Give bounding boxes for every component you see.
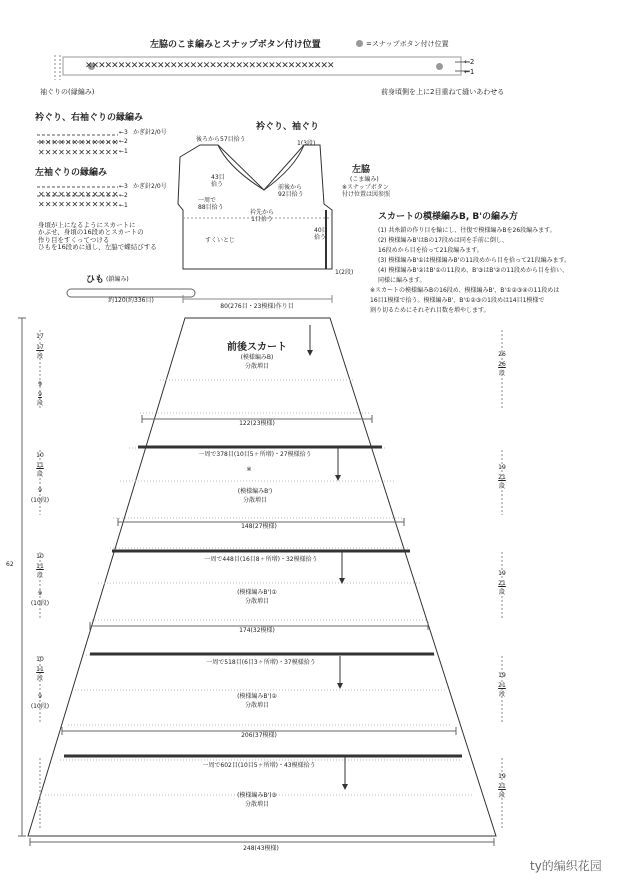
dim-value: 26 (498, 351, 506, 358)
dim-value: 19 (498, 464, 506, 471)
cord-length: 約120(約336目) (108, 297, 154, 304)
dim-rows: 21 (498, 783, 506, 790)
snap-dot (436, 63, 443, 70)
dim-value: 10 (36, 656, 44, 663)
snap-title: 左脇のこま編みとスナップボタン付け位置 (150, 40, 321, 50)
left-side-sub: (こま編み) (350, 176, 379, 183)
bodice-edge-title: 衿ぐり、袖ぐり (256, 122, 320, 132)
width-1: 122(23模様) (239, 420, 275, 427)
snap-legend-dot (356, 40, 363, 47)
dim-unit: 段 (36, 400, 44, 407)
width-4: 206(37模様) (241, 732, 277, 739)
width-2: 148(27模様) (241, 523, 277, 530)
dim-rows: 17 (36, 344, 44, 351)
skirt-title: 前後スカート (227, 342, 287, 353)
overlap-note: 前身頃側を上に2目重ねて縫いあわせる (381, 88, 505, 96)
total-length: 62 (6, 561, 14, 568)
front-side-pick: 前後から 92目拾う (278, 184, 304, 198)
tier2-name: (模様編みB')① (237, 589, 277, 596)
method-line: (1) 共糸鎖の作り目を輪にし、往復で模様編みBを26段編みます。 (378, 227, 556, 234)
dim-unit: 段 (36, 353, 44, 360)
dim-unit: 段 (36, 675, 44, 682)
dim-rows: 26 (498, 361, 506, 368)
scoop-seam: すくいとじ (205, 237, 236, 244)
dim-rows: (10段) (30, 600, 50, 607)
snap-legend: =スナップボタン付け位置 (366, 40, 449, 48)
dim-value: 9 (38, 487, 42, 494)
armhole-stitch-row: ✕✕✕✕✕✕✕✕✕✕✕✕ (38, 200, 119, 209)
pick-4: 一周で602目(10目5ヶ所増)・43模様拾う (202, 762, 316, 769)
dim-unit: 段 (498, 483, 506, 490)
neck-stitch-row: ✕✕✕✕✕✕✕✕✕✕✕✕ (38, 138, 119, 147)
pick-3: 一周で518目(6目3ヶ所増)・37模様拾う (206, 659, 316, 666)
dim-rows: (10段) (30, 703, 50, 710)
dim-rows: 9 (38, 391, 42, 398)
tier4-sub: 分散増目 (244, 801, 270, 808)
dim-rows: 21 (498, 682, 506, 689)
method-line: 16段めから目を拾って21段編みます。 (378, 247, 483, 254)
row-2: ←2 (464, 58, 475, 66)
edge-3-rows: 1(3段) (297, 140, 316, 147)
cord-subtitle: (鎖編み) (106, 276, 129, 283)
center-pick: 衿先から 1目拾う (249, 209, 275, 223)
dim-rows: (10段) (30, 497, 50, 504)
skirt-outline (28, 318, 496, 836)
left-side-title: 左脇 (352, 165, 371, 175)
tier2-sub: 分散増目 (244, 598, 270, 605)
pick-1: 一周で378目(10目5ヶ所増)・27模様拾う (198, 451, 312, 458)
dim-value: 17 (36, 333, 44, 340)
tier0-sub: 分散増目 (244, 363, 270, 370)
dim-value: 19 (498, 672, 506, 679)
cord-title: ひも (86, 275, 105, 285)
method-line: 同様に編みます。 (378, 277, 426, 284)
row-1: ←1 (464, 68, 475, 76)
neck-edge-title: 衿ぐり、右袖ぐりの縁編み (35, 113, 144, 123)
dim-unit: 段 (498, 792, 506, 799)
method-line: (3) 模様編みB'①は模様編みB'の11段めから目を拾って21段編みます。 (378, 257, 571, 264)
armhole-stitch-row: ✕✕✕✕✕✕✕✕✕✕✕✕ (38, 190, 119, 199)
tier0-name: (模様編みB) (240, 354, 274, 361)
method-line: (2) 模様編みB'はBの17段めは同を手前に倒し、 (378, 237, 508, 244)
width-5: 248(43模様) (243, 845, 279, 852)
dim-unit: 段 (498, 589, 506, 596)
armhole-row-1: ←1 (119, 202, 128, 209)
neck-row-2: ←2 (119, 138, 128, 145)
watermark: ty的编织花园 (530, 859, 602, 873)
tier3-name: (模様編みB')② (237, 693, 277, 700)
dim-value: 9 (38, 381, 42, 388)
method-line: 16目1模様で拾う。模様編みB'、B'①②③の1段めは14目1模様で (370, 297, 545, 304)
snap-note: ※スナップボタン 付け位置は図参照 (342, 184, 391, 198)
dim-unit: 段 (36, 572, 44, 579)
tier1-name: (模様編みB') (237, 488, 273, 495)
method-line: ※スカートの模様編みBの16段め、模様編みB'、B'①②③④の11段めは (370, 287, 560, 294)
width-3: 174(32模様) (239, 627, 275, 634)
pick-2: 一周で448目(16目8ヶ所増)・32模様拾う (204, 556, 318, 563)
armhole-title: 左袖ぐりの縁編み (35, 168, 108, 178)
stitch-row: ✕✕✕✕✕✕✕✕✕✕✕✕✕✕✕✕✕✕✕✕✕✕✕✕✕✕✕✕✕✕✕✕✕✕✕✕✕✕ (85, 61, 334, 71)
round-pick: 一周で 88目拾う (198, 197, 224, 211)
tier3-sub: 分散増目 (244, 702, 270, 709)
dim-value: 19 (498, 773, 506, 780)
dim-rows: 21 (498, 474, 506, 481)
method-line: 割り切るためにそれぞれ目数を増やします。 (370, 307, 490, 314)
bodice-width: 80(276目・23模様)作り目 (220, 303, 294, 310)
dim-value: 9 (38, 590, 42, 597)
armhole-hook: かぎ針2/0号 (133, 183, 167, 190)
tier4-name: (模様編みB')③ (237, 792, 277, 799)
dim-rows: 11 (36, 666, 44, 673)
dim-value: 19 (498, 570, 506, 577)
tier1-sub: 分散増目 (242, 497, 268, 504)
neck-stitch-row: ✕✕✕✕✕✕✕✕✕✕✕✕ (38, 148, 119, 157)
dim-rows: 11 (36, 462, 44, 469)
neck-row-3: ←3 (119, 129, 128, 136)
dim-rows: 11 (36, 563, 44, 570)
neck-hook: かぎ針2/0号 (133, 129, 167, 136)
dim-unit: 段 (36, 471, 44, 478)
dim-value: 10 (36, 452, 44, 459)
neck-row-1: ←1 (119, 148, 128, 155)
dim-unit: 段 (498, 691, 506, 698)
attach-note: 身頃が上になるようにスカートに かぶせ、身頃の16段めとスカートの 作り目をすくってつける ひもを16段めに通し、左脇で蝶結びする (38, 221, 157, 252)
dim-unit: 段 (498, 370, 506, 377)
edge-2-rows: 1(2段) (335, 269, 354, 276)
cord-shape (67, 289, 195, 297)
right-pick: 40目 拾う (314, 227, 328, 241)
armhole-row-3: ←3 (119, 183, 128, 190)
method-line: (4) 模様編みB'②はB'①の11段め、B'③はB'②の11段めから目を拾い、 (378, 267, 569, 274)
back-pick: 後ろから57目拾う (196, 136, 246, 143)
method-title: スカートの模様編みB, B'の編み方 (378, 212, 519, 222)
armhole-row-2: ←2 (119, 192, 128, 199)
dim-value: 10 (36, 553, 44, 560)
front-pick: 43目 拾う (211, 174, 225, 188)
dim-value: 9 (38, 693, 42, 700)
armhole-edge-label: 袖ぐりの(縁編み) (40, 88, 95, 96)
mark: ※ (246, 466, 252, 473)
dim-rows: 21 (498, 580, 506, 587)
